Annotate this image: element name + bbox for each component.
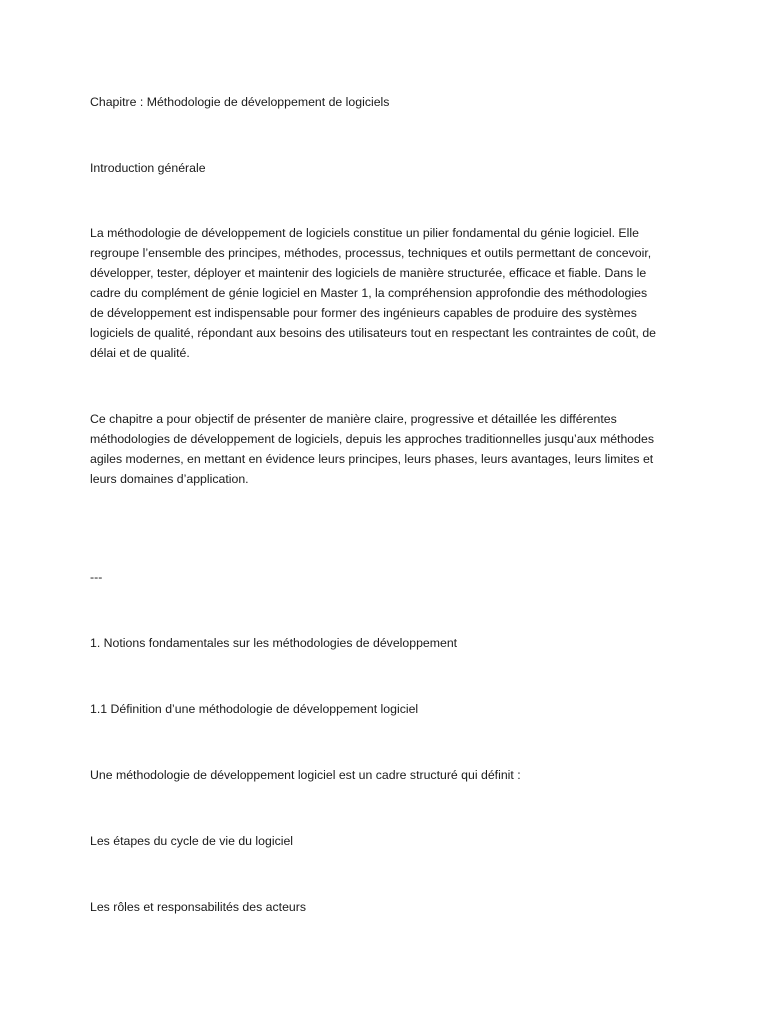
intro-heading: Introduction générale	[90, 161, 206, 175]
paragraph-line: cadre du complément de génie logiciel en Master 1, la compréhension approfondie des méthodologies	[90, 286, 648, 300]
section-1-title: 1. Notions fondamentales sur les méthodologies de développement	[90, 636, 458, 650]
paragraph-line: de développement est indispensable pour former des ingénieurs capables de produire des systèmes	[90, 306, 637, 320]
paragraph-line: Ce chapitre a pour objectif de présenter de manière claire, progressive et détaillée les différentes	[90, 412, 617, 426]
intro-paragraph-2	[90, 409, 684, 489]
paragraph-line: développer, tester, déployer et maintenir des logiciels de manière structurée, efficace et fiable. Dans le	[90, 266, 647, 280]
paragraph-line: leurs domaines d’application.	[90, 472, 249, 486]
definition-item-2: Les rôles et responsabilités des acteurs	[90, 900, 306, 914]
definition-intro: Une méthodologie de développement logiciel est un cadre structuré qui définit :	[90, 768, 521, 782]
separator: ---	[90, 570, 103, 584]
paragraph-line: agiles modernes, en mettant en évidence leurs principes, leurs phases, leurs avantages, leurs limites et	[90, 452, 654, 466]
paragraph-line: délai et de qualité.	[90, 346, 190, 360]
paragraph-line: La méthodologie de développement de logiciels constitue un pilier fondamental du génie logiciel. Elle	[90, 226, 639, 240]
paragraph-line: regroupe l’ensemble des principes, méthodes, processus, techniques et outils permettant de concevoir,	[90, 246, 652, 260]
definition-item-1: Les étapes du cycle de vie du logiciel	[90, 834, 294, 848]
paragraph-line: logiciels de qualité, répondant aux besoins des utilisateurs tout en respectant les contraintes de coût, de	[90, 326, 657, 340]
section-1-1-title: 1.1 Définition d’une méthodologie de développement logiciel	[90, 702, 419, 716]
intro-paragraph-1	[90, 223, 684, 363]
chapter-title: Chapitre : Méthodologie de développement de logiciels	[90, 95, 390, 109]
paragraph-line: méthodologies de développement de logiciels, depuis les approches traditionnelles jusqu’aux méthodes	[90, 432, 654, 446]
